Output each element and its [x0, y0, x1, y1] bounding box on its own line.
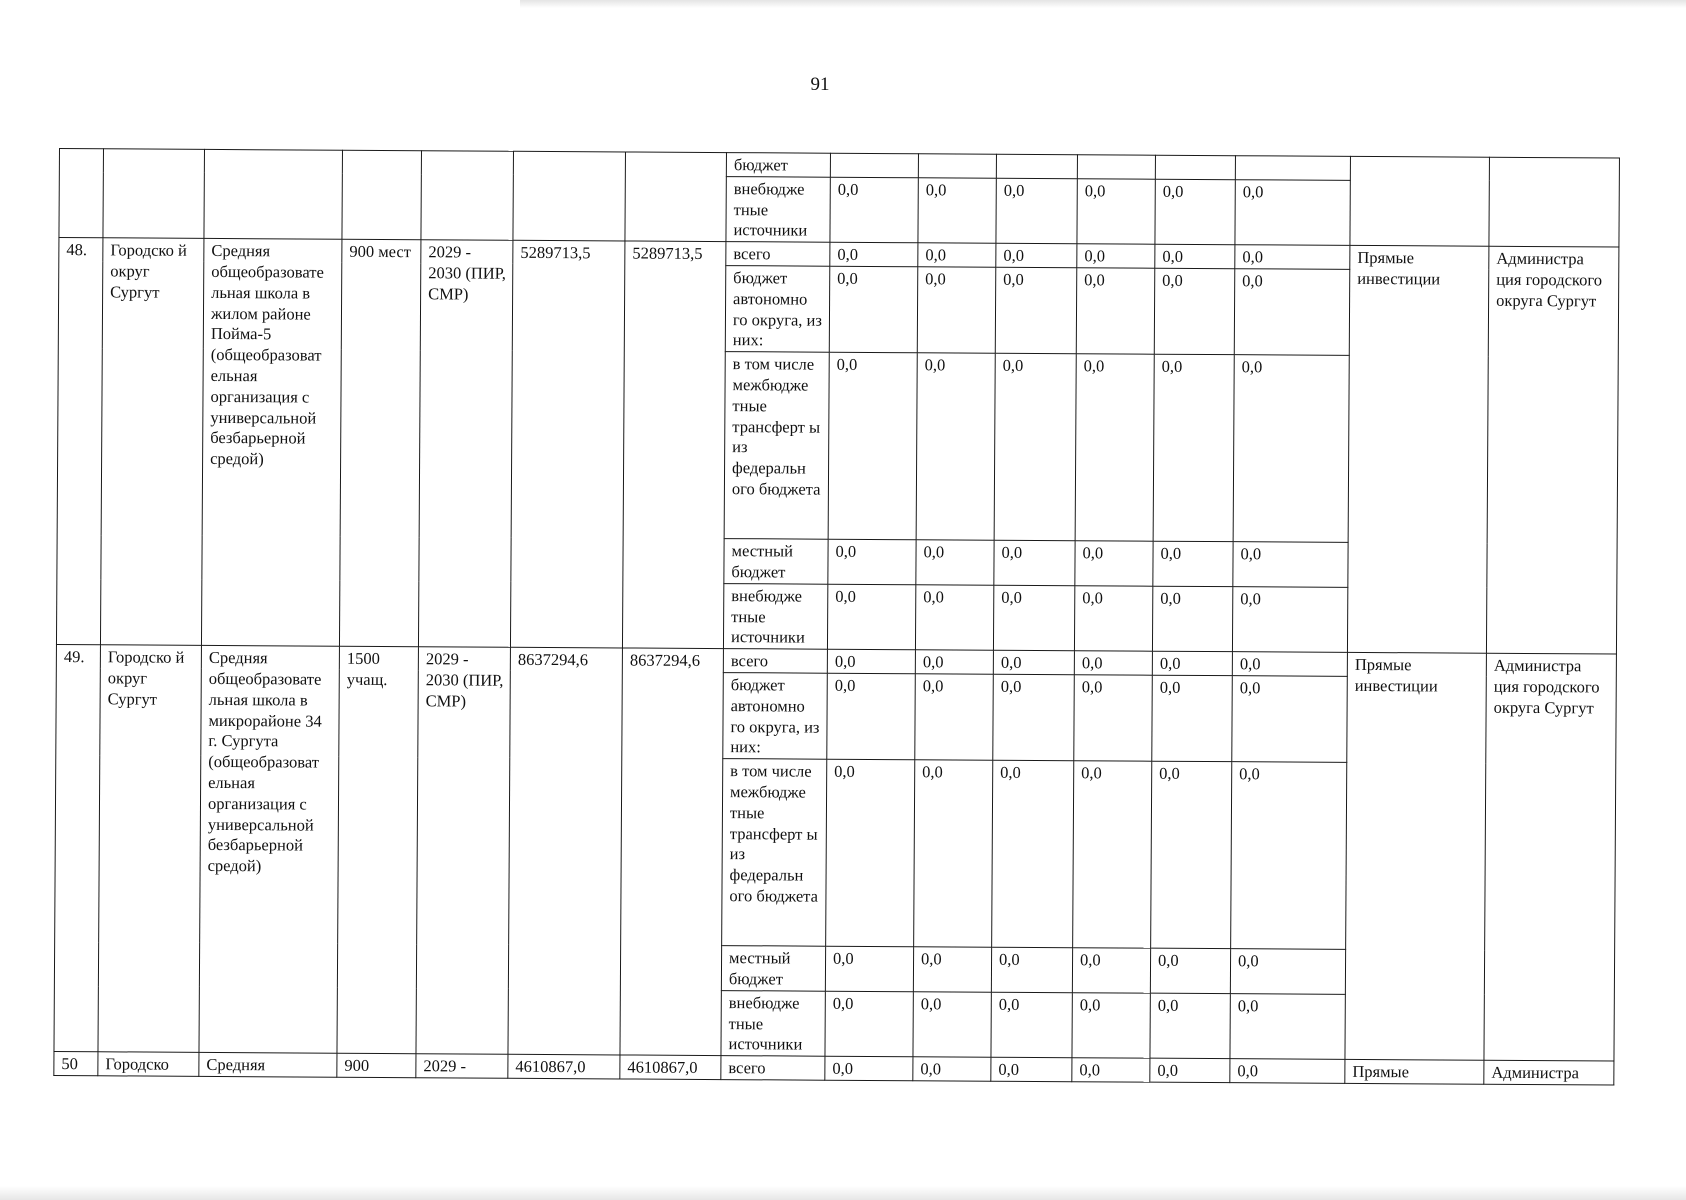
funding-source: всего	[726, 242, 830, 266]
funding-value	[830, 153, 918, 177]
funding-value: 0,0	[1074, 585, 1152, 651]
entry-number: 50	[54, 1052, 98, 1076]
funding-value: 0,0	[1152, 651, 1232, 675]
cost-remaining: 4610867,0	[620, 1055, 721, 1079]
capacity: 1500 учащ.	[337, 646, 418, 1053]
funding-value: 0,0	[1153, 541, 1233, 586]
funding-value: 0,0	[1230, 949, 1345, 994]
funding-value: 0,0	[1076, 268, 1155, 355]
funding-source: внебюдже тные источники	[723, 583, 827, 649]
object-name: Средняя	[199, 1052, 337, 1077]
funding-value: 0,0	[993, 650, 1074, 674]
funding-value: 0,0	[913, 991, 991, 1057]
funding-value: 0,0	[1152, 586, 1232, 652]
funding-value: 0,0	[825, 991, 913, 1057]
funding-value: 0,0	[914, 760, 993, 947]
funding-value: 0,0	[827, 584, 915, 650]
investment-mechanism: Прямые инвестиции	[1347, 246, 1488, 654]
funding-source: в том числе межбюдже тные трансферт ы из федеральн ого бюджета	[724, 352, 829, 540]
object-name: Средняя общеобразовате льная школа в жилом районе Пойма-5 (общеобразоват ельная организация с универсальной безбарьерной средой)	[201, 239, 341, 647]
investment-table	[53, 148, 1620, 1085]
funding-value: 0,0	[916, 353, 995, 540]
funding-value: 0,0	[994, 353, 1076, 540]
scan-edge-bottom	[0, 1186, 1686, 1200]
funding-value	[1155, 155, 1235, 179]
funding-source: бюджет	[726, 153, 830, 177]
funding-value: 0,0	[1150, 948, 1230, 993]
funding-value: 0,0	[1232, 586, 1347, 652]
page-number: 91	[810, 74, 830, 95]
funding-value: 0,0	[1077, 179, 1155, 245]
funding-value: 0,0	[916, 540, 994, 585]
entry-48	[56, 238, 1618, 654]
funding-value	[996, 154, 1077, 178]
funding-value: 0,0	[1155, 179, 1235, 245]
funding-value: 0,0	[1232, 652, 1347, 676]
funding-value: 0,0	[1074, 675, 1153, 762]
funding-value: 0,0	[827, 673, 916, 760]
funding-value: 0,0	[829, 266, 918, 353]
funding-source: всего	[723, 649, 827, 673]
funding-value: 0,0	[1150, 993, 1230, 1059]
municipality: Городско й округ Сургут	[98, 645, 201, 1053]
funding-value: 0,0	[1234, 269, 1350, 356]
funding-value: 0,0	[827, 649, 915, 673]
capacity: 900 мест	[339, 239, 420, 646]
entry-number: 49.	[54, 645, 100, 1052]
funding-value: 0,0	[991, 992, 1072, 1058]
funding-value: 0,0	[1230, 993, 1345, 1059]
funding-value: 0,0	[918, 178, 996, 244]
funding-value: 0,0	[913, 947, 991, 992]
funding-value: 0,0	[991, 947, 1072, 992]
fragment-top	[59, 149, 1620, 248]
funding-value: 0,0	[1232, 676, 1348, 763]
funding-value: 0,0	[1233, 542, 1348, 587]
funding-source: внебюдже тные источники	[721, 990, 825, 1056]
funding-value: 0,0	[1235, 179, 1350, 245]
entry-49	[54, 645, 1616, 1061]
object-name: Средняя общеобразовате льная школа в микрорайоне 34 г. Сургута (общеобразоват ельная организация с универсальной безбарьерной средой)	[199, 646, 339, 1054]
funding-value: 0,0	[915, 674, 994, 761]
capacity: 900	[337, 1053, 416, 1077]
funding-value: 0,0	[1072, 948, 1150, 993]
period: 2029 -	[416, 1054, 508, 1078]
cost-remaining: 5289713,5	[622, 241, 725, 649]
funding-value: 0,0	[825, 946, 913, 991]
funding-value: 0,0	[992, 760, 1074, 947]
funding-value: 0,0	[996, 178, 1077, 244]
funding-value: 0,0	[1152, 675, 1233, 762]
funding-value: 0,0	[917, 267, 996, 354]
cost-total: 5289713,5	[510, 240, 624, 648]
funding-source: в том числе межбюдже тные трансферт ы из федеральн ого бюджета	[722, 759, 827, 947]
funding-value: 0,0	[913, 1057, 991, 1081]
funding-value: 0,0	[1231, 762, 1347, 950]
entry-number: 48.	[56, 238, 102, 645]
funding-value: 0,0	[1153, 354, 1234, 541]
funding-value: 0,0	[1073, 761, 1152, 948]
funding-value: 0,0	[1150, 1058, 1230, 1082]
investment-mechanism: Прямые	[1345, 1059, 1484, 1084]
funding-value	[918, 154, 996, 178]
funding-value: 0,0	[828, 539, 916, 584]
funding-value: 0,0	[1235, 245, 1350, 269]
funding-value	[1077, 155, 1155, 179]
funding-value: 0,0	[830, 177, 918, 243]
funding-source: всего	[721, 1056, 825, 1080]
funding-value: 0,0	[1230, 1059, 1345, 1083]
funding-value: 0,0	[1077, 244, 1155, 268]
funding-source: бюджет автономно го округа, из них:	[725, 266, 830, 353]
funding-value: 0,0	[1072, 992, 1150, 1058]
scan-edge-top	[520, 0, 1686, 8]
funding-value: 0,0	[1074, 651, 1152, 675]
funding-value: 0,0	[826, 759, 915, 947]
funding-value: 0,0	[1233, 355, 1349, 543]
period: 2029 - 2030 (ПИР, СМР)	[416, 647, 510, 1055]
funding-value: 0,0	[991, 1057, 1072, 1081]
funding-value	[1235, 156, 1350, 180]
customer: Администра ция городского округа Сургут	[1486, 246, 1618, 654]
funding-source: местный бюджет	[721, 946, 825, 991]
funding-source: местный бюджет	[724, 539, 828, 584]
funding-value: 0,0	[994, 540, 1075, 585]
funding-value: 0,0	[915, 650, 993, 674]
funding-source: внебюдже тные источники	[726, 176, 830, 242]
municipality: Городско й округ Сургут	[100, 238, 203, 646]
cost-total: 8637294,6	[508, 647, 622, 1055]
funding-value: 0,0	[1154, 268, 1235, 355]
funding-value: 0,0	[918, 243, 996, 267]
funding-value: 0,0	[1075, 541, 1153, 586]
funding-value: 0,0	[1072, 1058, 1150, 1082]
cost-total: 4610867,0	[508, 1054, 620, 1078]
funding-value: 0,0	[993, 674, 1075, 761]
customer: Администра ция городского округа Сургут	[1484, 653, 1616, 1061]
funding-value: 0,0	[995, 267, 1077, 354]
cost-remaining: 8637294,6	[620, 648, 723, 1056]
funding-value: 0,0	[830, 242, 918, 266]
funding-source: бюджет автономно го округа, из них:	[723, 673, 828, 760]
funding-value: 0,0	[996, 243, 1077, 267]
funding-value: 0,0	[1155, 244, 1235, 268]
customer: Администра	[1484, 1060, 1614, 1085]
funding-value: 0,0	[993, 585, 1074, 651]
funding-value: 0,0	[1075, 354, 1154, 541]
period: 2029 - 2030 (ПИР, СМР)	[418, 240, 512, 648]
funding-value: 0,0	[828, 352, 917, 540]
municipality: Городско	[98, 1052, 199, 1076]
investment-mechanism: Прямые инвестиции	[1345, 653, 1486, 1061]
funding-value: 0,0	[915, 585, 993, 651]
funding-value: 0,0	[825, 1056, 913, 1080]
funding-value: 0,0	[1151, 761, 1232, 948]
